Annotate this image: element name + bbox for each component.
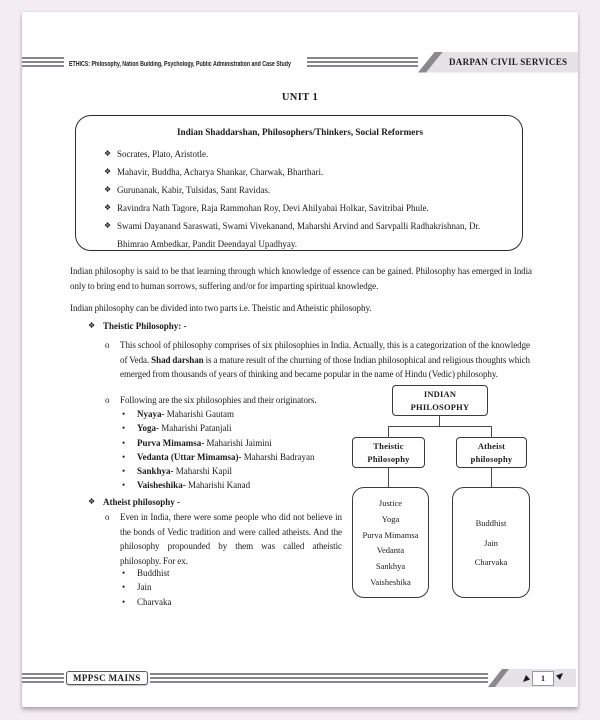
philosophy-item [122,421,314,435]
topic-box-item-text: Mahavir, Buddha, Acharya Shankar, Charwak, Bharthari. [117,167,324,177]
topic-box-item [104,181,512,199]
header-stripes-mid-icon [307,57,418,67]
header-course-title [64,53,307,71]
atheist-paragraph-text: Even in India, there were some people who did not believe in the bonds of Vedic tradition and were called atheists. And the philosophy propounded by them was called atheistic philosophy. For ex. [120,512,342,566]
diagram-connector [439,416,440,426]
diagram-theistic-items-box [352,487,429,598]
diamond-bullet-icon: ❖ [104,149,112,158]
diagram-root-node: INDIAN PHILOSOPHY [392,385,488,416]
dot-bullet-icon: • [122,466,126,477]
topic-box-item [104,217,512,253]
diagram-item: Sankhya [375,561,406,572]
dot-bullet-icon: • [122,423,126,434]
header-stripes-left-icon [22,57,64,67]
philosophy-item [122,450,314,464]
circle-bullet-icon: o [105,512,110,522]
series-badge: MPPSC MAINS [66,671,148,685]
atheist-paragraph [105,510,342,568]
diagram-connector [388,426,492,427]
diagram-item: Buddhist [475,517,507,528]
philosophy-item [122,464,314,478]
footer-stripes-mid-icon [150,673,488,683]
circle-bullet-icon: o [105,395,110,405]
topic-box-item [104,145,512,163]
topic-box-item [104,163,512,181]
diagram-item: Vedanta [376,545,405,556]
dot-bullet-icon: • [122,451,126,462]
diamond-bullet-icon: ❖ [88,497,96,506]
atheist-section-heading [88,496,180,508]
philosophy-item-text: Vaisheshika- Maharishi Kanad [137,480,251,491]
dot-bullet-icon: • [122,409,126,419]
theistic-heading-text: Theistic Philosophy: - [103,321,187,331]
philosophy-item [122,407,314,421]
theistic-paragraph-text [120,338,530,382]
diagram-item: Vaisheshika [370,577,411,588]
atheist-example-item [122,580,171,594]
dot-bullet-icon: • [122,568,126,578]
diagram-connector [491,468,492,487]
document-page [22,12,578,707]
diagram-connector [388,426,389,437]
diagram-item: Jain [484,537,498,548]
atheist-example-item [122,595,171,609]
philosophies-list [122,407,314,493]
philosophy-item-text: Sankhya- Maharshi Kapil [137,466,233,477]
dot-bullet-icon: • [122,437,126,448]
footer-stripes-left-icon [22,673,64,683]
dot-bullet-icon: • [122,582,126,593]
page-number-banner [488,669,576,687]
atheist-example-text: Jain [137,582,152,593]
page-number: 1 [532,671,554,686]
topic-box-item-text: Swami Dayanand Saraswati, Swami Vivekanand, Maharshi Arvind and Sarvpalli Radhakrishnan, Dr. Bhimrao Ambedkar, Pandit Deendayal Upadhyay. [117,221,481,249]
theistic-section-heading [88,320,187,332]
intro-paragraph-2: Indian philosophy can be divided into two parts i.e. Theistic and Atheistic philosophy. [70,303,372,313]
brand-banner [418,52,578,73]
philosophy-item [122,478,314,492]
diamond-bullet-icon: ❖ [104,203,112,212]
diagram-item: Purva Mimamsa [362,529,419,540]
dot-bullet-icon: • [122,596,126,607]
diagram-item: Justice [378,497,403,508]
diagram-connector [388,468,389,487]
philosophies-list-intro-text: Following are the six philosophies and their originators. [120,395,317,405]
atheist-examples-list [122,566,171,609]
philosophy-item [122,436,314,450]
circle-bullet-icon: o [105,340,110,350]
diagram-item: Yoga [381,513,400,524]
philosophy-item-text: Purva Mimamsa- Maharishi Jaimini [137,437,272,448]
page-header [22,52,578,72]
intro-paragraph-1: Indian philosophy is said to be that learning through which knowledge of essence can be gained. Philosophy has emerged in India only to bring end to human sorrows, suffering and/or for imparting spiritual knowledge. [70,266,532,291]
diamond-bullet-icon: ❖ [88,321,96,330]
atheist-heading-text: Atheist philosophy - [103,497,181,507]
atheist-example-text: Charvaka [137,596,172,607]
page-footer [22,669,576,687]
topic-box-title: Indian Shaddarshan, Philosophers/Thinkers, Social Reformers [176,127,424,137]
atheist-example-text: Buddhist [137,568,170,578]
theistic-paragraph-after: is a mature result of the churning of those Indian philosophical and religious thoughts which emerged from thousands of years of thinking and became popular in the name of Hindu (Vedic) philosophy. [120,354,530,380]
dot-bullet-icon: • [122,480,126,491]
atheist-example-item [122,566,171,580]
topic-box-item-text: Gurunanak, Kabir, Tulsidas, Sant Ravidas. [117,185,271,195]
cursor-arrow-icon [523,669,531,687]
theistic-paragraph-before: This school of philosophy comprises of six philosophies in India. Actually, this is a categorization of the knowledge of Veda. [120,340,530,365]
topic-box-item [104,199,512,217]
unit-title: UNIT 1 [281,92,319,103]
topic-box-item-text: Ravindra Nath Tagore, Raja Rammohan Roy, Devi Ahilyabai Holkar, Savitribai Phule. [117,203,429,213]
diagram-atheist-node: Atheist philosophy [456,437,527,468]
diamond-bullet-icon: ❖ [104,221,112,230]
header-course-title-text: ETHICS: Philosophy, Nation Building, Psychology, Public Administration and Case Study [69,61,291,68]
theistic-paragraph-bold: Shad darshan [151,354,204,365]
brand-name: DARPAN CIVIL SERVICES [449,57,568,67]
diagram-connector [491,426,492,437]
diamond-bullet-icon: ❖ [104,185,112,194]
philosophy-item-text: Vedanta (Uttar Mimamsa)- Maharshi Badrayan [137,451,315,462]
diagram-atheist-items-box [452,487,530,598]
philosophy-item-text: Yoga- Maharishi Patanjali [137,423,232,434]
philosophy-item-text: Nyaya- Maharishi Gautam [137,409,234,419]
diamond-bullet-icon: ❖ [104,167,112,176]
diagram-item: Charvaka [474,557,508,568]
topic-summary-box [75,115,523,251]
diagram-theistic-node: Theistic Philosophy [352,437,425,468]
cursor-arrow-icon [555,668,563,686]
theistic-paragraph [105,338,530,382]
topic-box-item-text: Socrates, Plato, Aristotle. [117,149,209,159]
